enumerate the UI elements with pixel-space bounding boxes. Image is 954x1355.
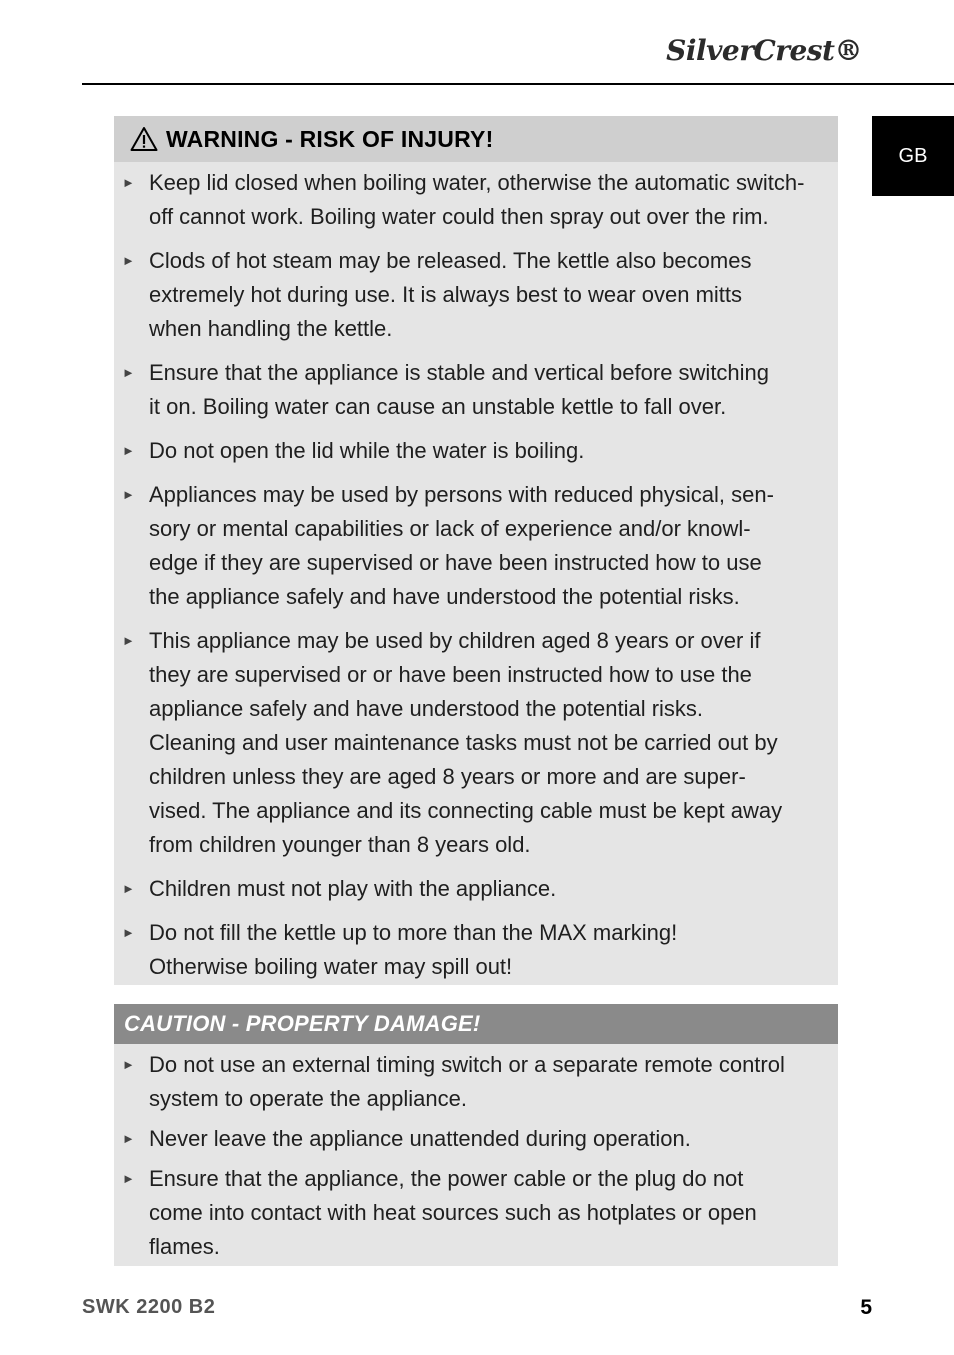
bullet-arrow-icon: ► (122, 633, 135, 648)
list-item: ► Do not use an external timing switch or a separate remote control system to operate the appliance. (122, 1048, 832, 1116)
list-item: ► Do not fill the kettle up to more than the MAX marking! Otherwise boiling water may spill out! (122, 916, 832, 984)
bullet-arrow-icon: ► (122, 175, 135, 190)
bullet-arrow-icon: ► (122, 487, 135, 502)
bullet-arrow-icon: ► (122, 881, 135, 896)
header-rule (82, 83, 954, 85)
caution-box (114, 1004, 838, 1266)
list-item: ► This appliance may be used by children aged 8 years or over if they are supervised or or have been instructed how to use the appliance safely and have understood the potential risks. Cleaning and user maintenance tasks must not be carried out by children unless they are aged 8 years or more and are super- vised. The appliance and its connecting cable must be kept away from children younger than 8 years old. (122, 624, 832, 862)
bullet-arrow-icon: ► (122, 1171, 135, 1186)
bullet-arrow-icon: ► (122, 925, 135, 940)
language-tab-label: GB (898, 144, 928, 167)
list-item: ► Children must not play with the appliance. (122, 872, 832, 906)
list-item: ► Never leave the appliance unattended during operation. (122, 1122, 832, 1156)
list-item: ► Appliances may be used by persons with reduced physical, sen- sory or mental capabilities or lack of experience and/or knowl- edge if they are supervised or have been instructed how to use the appliance safely and have understood the potential risks. (122, 478, 832, 614)
bullet-arrow-icon: ► (122, 443, 135, 458)
caution-list (114, 1044, 838, 1264)
page-number: 5 (860, 1296, 872, 1319)
caution-header (114, 1004, 838, 1044)
footer-model-number: SWK 2200 B2 (82, 1296, 216, 1318)
warning-list (114, 162, 838, 984)
list-item: ► Do not open the lid while the water is boiling. (122, 434, 832, 468)
brand-logo: SilverCrest® (666, 34, 862, 67)
list-item: ► Keep lid closed when boiling water, otherwise the automatic switch- off cannot work. Boiling water could then spray out over the rim. (122, 166, 832, 234)
warning-title: WARNING - RISK OF INJURY! (166, 125, 494, 152)
list-item: ► Clods of hot steam may be released. The kettle also becomes extremely hot during use. It is always best to wear oven mitts when handling the kettle. (122, 244, 832, 346)
list-item: ► Ensure that the appliance is stable and vertical before switching it on. Boiling water can cause an unstable kettle to fall over. (122, 356, 832, 424)
warning-triangle-icon (130, 126, 158, 152)
language-tab (872, 116, 954, 196)
bullet-arrow-icon: ► (122, 1131, 135, 1146)
warning-header (114, 116, 838, 162)
bullet-arrow-icon: ► (122, 253, 135, 268)
warning-box (114, 116, 838, 985)
bullet-arrow-icon: ► (122, 365, 135, 380)
bullet-arrow-icon: ► (122, 1057, 135, 1072)
caution-title: CAUTION - PROPERTY DAMAGE! (124, 1011, 481, 1036)
list-item: ► Ensure that the appliance, the power cable or the plug do not come into contact with heat sources such as hotplates or open flames. (122, 1162, 832, 1264)
